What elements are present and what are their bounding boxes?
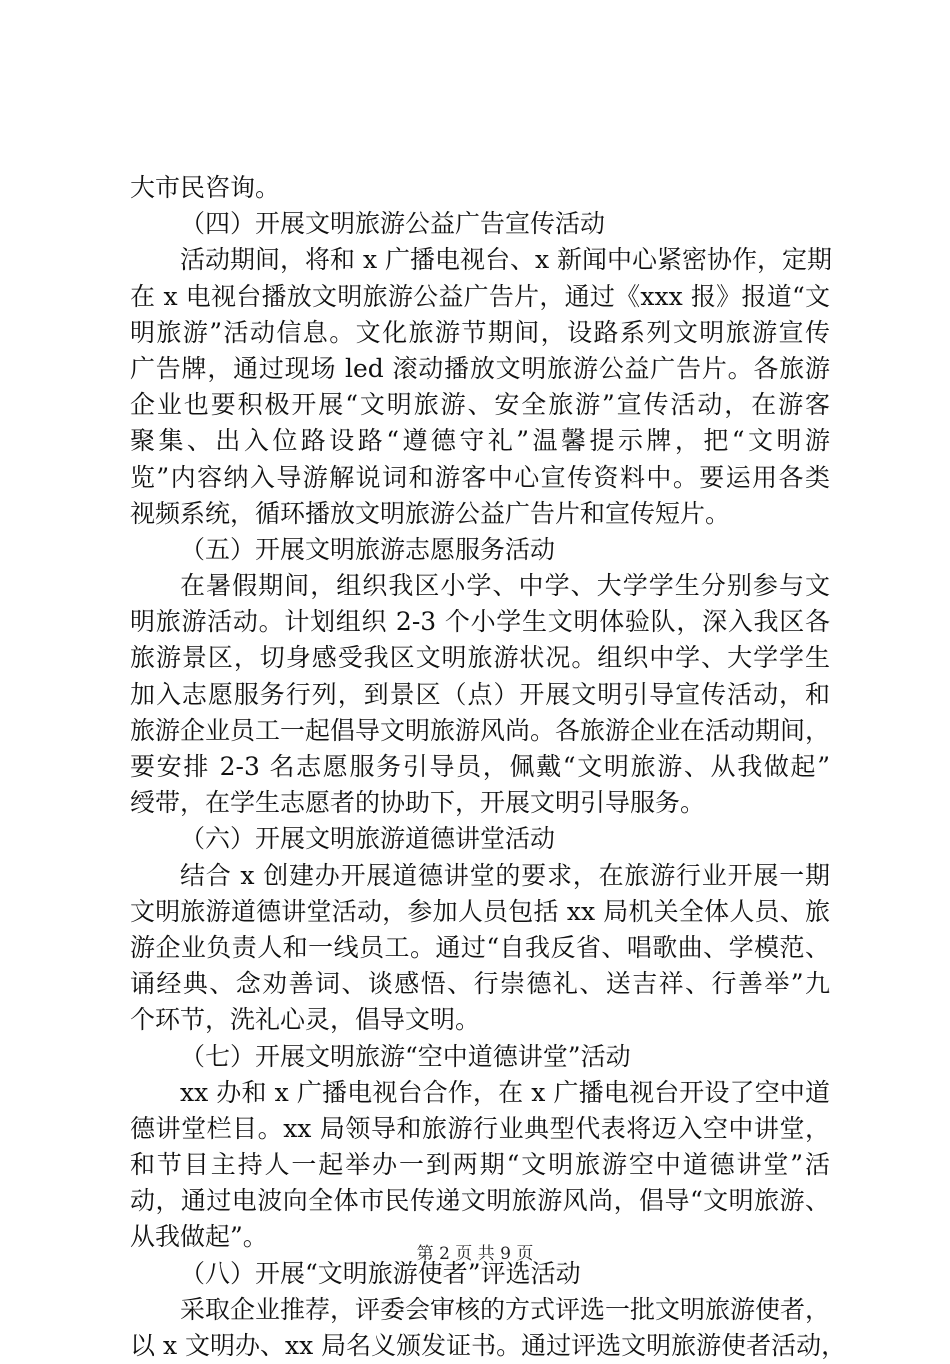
- text-line: 旅游景区，切身感受我区文明旅游状况。组织中学、大学学生: [130, 643, 830, 673]
- text-line: 聚集、出入位路设路“遵德守礼”温馨提示牌，把“文明游: [130, 426, 830, 456]
- text-line: 绶带，在学生志愿者的协助下，开展文明引导服务。: [130, 788, 706, 818]
- text-line: 德讲堂栏目。xx 局领导和旅游行业典型代表将迈入空中讲堂，: [130, 1113, 830, 1143]
- text-line: 文明旅游道德讲堂活动，参加人员包括 xx 局机关全体人员、旅: [130, 896, 830, 926]
- paragraph-first-line: （七）开展文明旅游“空中道德讲堂”活动: [180, 1041, 631, 1071]
- paragraph-first-line: 采取企业推荐，评委会审核的方式评选一批文明旅游使者，: [180, 1294, 831, 1324]
- page-footer: 第 2 页 共 9 页: [416, 1244, 534, 1264]
- paragraph-first-line: （四）开展文明旅游公益广告宣传活动: [180, 209, 606, 239]
- text-line: 游企业负责人和一线员工。通过“自我反省、唱歌曲、学模范、: [130, 932, 830, 962]
- paragraph-first-line: （八）开展“文明旅游使者”评选活动: [180, 1258, 581, 1288]
- paragraph-first-line: 结合 x 创建办开展道德讲堂的要求，在旅游行业开展一期: [180, 860, 830, 890]
- text-line: 企业也要积极开展“文明旅游、安全旅游”宣传活动，在游客: [130, 390, 830, 420]
- paragraph-first-line: xx 办和 x 广播电视台合作，在 x 广播电视台开设了空中道: [180, 1077, 830, 1107]
- paragraph-first-line: （五）开展文明旅游志愿服务活动: [180, 534, 556, 564]
- text-line: 旅游企业员工一起倡导文明旅游风尚。各旅游企业在活动期间，: [130, 715, 831, 745]
- paragraph-first-line: （六）开展文明旅游道德讲堂活动: [180, 824, 556, 854]
- text-line: 广告牌，通过现场 led 滚动播放文明旅游公益广告片。各旅游: [130, 353, 830, 383]
- text-line: 明旅游活动。计划组织 2-3 个小学生文明体验队，深入我区各: [130, 607, 830, 637]
- text-line: 视频系统，循环播放文明旅游公益广告片和宣传短片。: [130, 498, 731, 528]
- text-line: 要安排 2-3 名志愿服务引导员，佩戴“文明旅游、从我做起”: [130, 752, 830, 781]
- text-line: 大市民咨询。: [130, 173, 281, 202]
- text-line: 以 x 文明办、xx 局名义颁发证书。通过评选文明旅游使者活动，: [130, 1331, 847, 1360]
- text-line: 和节目主持人一起举办一到两期“文明旅游空中道德讲堂”活: [130, 1150, 830, 1180]
- text-line: 个环节，洗礼心灵，倡导文明。: [130, 1005, 481, 1035]
- document-body: [130, 170, 847, 1364]
- text-line: 从我做起”。: [130, 1222, 268, 1252]
- text-line: 加入志愿服务行列，到景区（点）开展文明引导宣传活动，和: [130, 679, 830, 709]
- text-line: 在 x 电视台播放文明旅游公益广告片，通过《xxx 报》报道“文: [130, 281, 830, 311]
- paragraph-first-line: 活动期间，将和 x 广播电视台、x 新闻中心紧密协作，定期: [180, 245, 833, 275]
- text-line: 动，通过电波向全体市民传递文明旅游风尚，倡导“文明旅游、: [130, 1186, 830, 1216]
- paragraph-first-line: 在暑假期间，组织我区小学、中学、大学学生分别参与文: [180, 571, 830, 601]
- text-line: 明旅游”活动信息。文化旅游节期间，设路系列文明旅游宣传: [130, 317, 830, 347]
- text-line: 诵经典、念劝善词、谈感悟、行崇德礼、送吉祥、行善举”九: [130, 969, 830, 999]
- text-line: 览”内容纳入导游解说词和游客中心宣传资料中。要运用各类: [130, 462, 830, 492]
